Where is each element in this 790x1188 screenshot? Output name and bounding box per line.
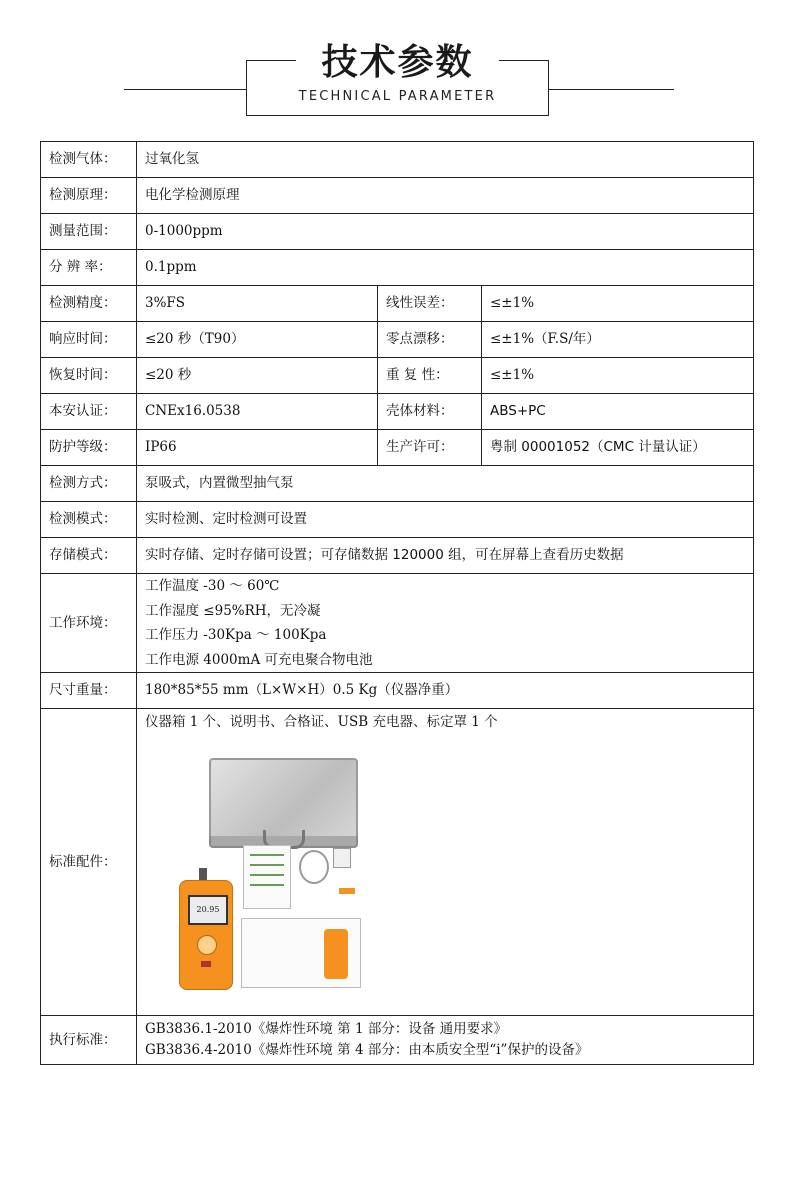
- env-line: 工作压力 -30Kpa ～ 100Kpa: [145, 627, 327, 643]
- row-label: 生产许可：: [378, 430, 482, 466]
- row-label: 恢复时间：: [41, 358, 137, 394]
- row-value: 0-1000ppm: [137, 214, 754, 250]
- row-label: 检测方式：: [41, 466, 137, 502]
- row-label: 标准配件：: [41, 709, 137, 1016]
- row-label: 检测气体：: [41, 142, 137, 178]
- row-value: 过氧化氢: [137, 142, 754, 178]
- row-label: 防护等级：: [41, 430, 137, 466]
- table-row: [41, 502, 754, 538]
- row-value: 粤制 00001052（CMC 计量认证）: [482, 430, 754, 466]
- row-label: 工作环境：: [41, 574, 137, 673]
- row-label: 线性误差：: [378, 286, 482, 322]
- table-row: [41, 466, 754, 502]
- usb-cable: [299, 850, 329, 884]
- table-row: [41, 574, 754, 673]
- row-value: ≤20 秒（T90）: [137, 322, 378, 358]
- table-row: [41, 394, 754, 430]
- header-rule-right: [549, 89, 674, 90]
- row-value: ≤20 秒: [137, 358, 378, 394]
- row-label: 零点漂移：: [378, 322, 482, 358]
- row-label: 存储模式：: [41, 538, 137, 574]
- table-row: [41, 538, 754, 574]
- table-row: [41, 286, 754, 322]
- usb-charger: [333, 848, 351, 868]
- env-line: 工作湿度 ≤95%RH，无冷凝: [145, 602, 321, 619]
- manual: [241, 918, 361, 988]
- row-label: 响应时间：: [41, 322, 137, 358]
- table-row: [41, 709, 754, 1016]
- row-value: ≤±1%（F.S/年）: [482, 322, 754, 358]
- row-value: 实时存储、定时存储可设置；可存储数据 120000 组，可在屏幕上查看历史数据: [137, 538, 754, 574]
- device-screen: 20.95: [188, 895, 228, 925]
- row-value: 电化学检测原理: [137, 178, 754, 214]
- standard-line: GB3836.4-2010《爆炸性环境 第 4 部分：由本质安全型“i”保护的设备》: [145, 1042, 589, 1058]
- row-value: [137, 574, 754, 673]
- table-row: [41, 430, 754, 466]
- row-label: 测量范围：: [41, 214, 137, 250]
- certificate-booklet: [243, 845, 291, 909]
- accessories-text: 仪器箱 1 个、说明书、合格证、USB 充电器、标定罩 1 个: [145, 714, 498, 730]
- table-row: [41, 214, 754, 250]
- standard-line: GB3836.1-2010《爆炸性环境 第 1 部分：设备 通用要求》: [145, 1021, 508, 1037]
- row-label: 重 复 性：: [378, 358, 482, 394]
- row-value: 180*85*55 mm（L×W×H）0.5 Kg（仪器净重）: [137, 673, 754, 709]
- spec-table: [40, 141, 754, 1065]
- gas-detector: [179, 880, 233, 990]
- env-line: 工作电源 4000mA 可充电聚合物电池: [145, 651, 373, 668]
- page-title: 技术参数: [246, 34, 549, 85]
- row-value: 实时检测、定时检测可设置: [137, 502, 754, 538]
- row-value: ABS+PC: [482, 394, 754, 430]
- row-value: ≤±1%: [482, 286, 754, 322]
- device-indicator: [201, 961, 211, 967]
- row-label: 分 辨 率：: [41, 250, 137, 286]
- row-value: [137, 1016, 754, 1065]
- table-row: [41, 1016, 754, 1065]
- page-subtitle: TECHNICAL PARAMETER: [298, 89, 497, 104]
- row-label: 本安认证：: [41, 394, 137, 430]
- row-label: 壳体材料：: [378, 394, 482, 430]
- product-photo: [171, 740, 381, 1000]
- row-label: 尺寸重量：: [41, 673, 137, 709]
- row-value: [137, 709, 754, 1016]
- table-row: [41, 358, 754, 394]
- row-label: 检测精度：: [41, 286, 137, 322]
- table-row: [41, 322, 754, 358]
- env-line: 工作温度 -30 ～ 60℃: [145, 578, 280, 594]
- row-label: 检测原理：: [41, 178, 137, 214]
- table-row: [41, 178, 754, 214]
- row-label: 检测模式：: [41, 502, 137, 538]
- table-row: [41, 673, 754, 709]
- row-value: CNEx16.0538: [137, 394, 378, 430]
- row-value: IP66: [137, 430, 378, 466]
- row-value: 3%FS: [137, 286, 378, 322]
- row-value: ≤±1%: [482, 358, 754, 394]
- row-value: 泵吸式，内置微型抽气泵: [137, 466, 754, 502]
- table-row: [41, 250, 754, 286]
- table-row: [41, 142, 754, 178]
- calibration-cap: [339, 888, 355, 894]
- device-button: [197, 935, 217, 955]
- row-value: 0.1ppm: [137, 250, 754, 286]
- header-rule-left: [124, 89, 246, 90]
- row-label: 执行标准：: [41, 1016, 137, 1065]
